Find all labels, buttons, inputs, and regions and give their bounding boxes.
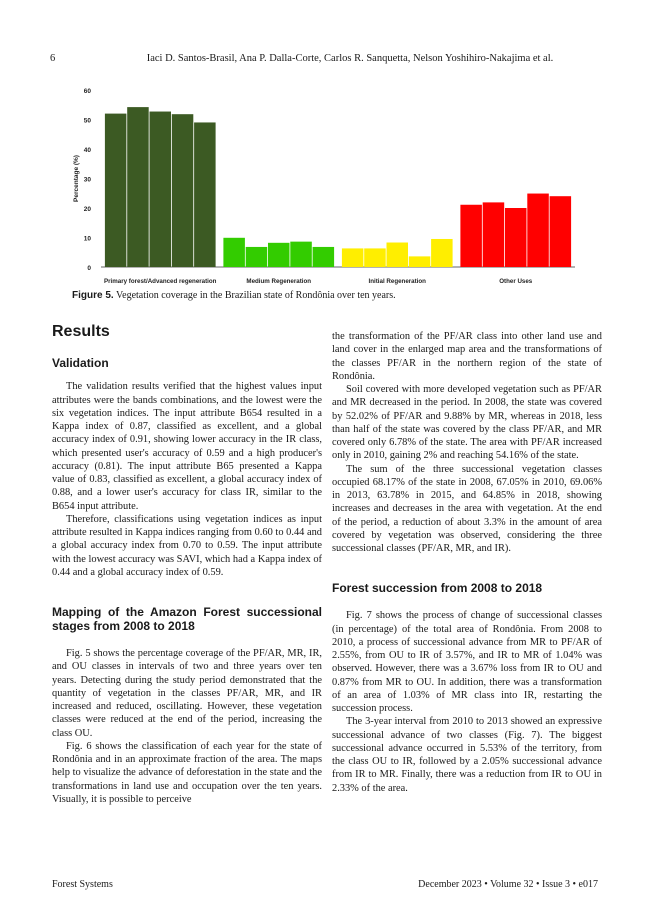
category-label: Initial Regeneration [368, 278, 426, 285]
mapping-paragraph-1: Fig. 5 shows the percentage coverage of the PF/AR, MR, IR, and OU classes in intervals of two and three years over ten years. Detecting during the study period demonstrated that the quantity of vegetation in the classes PF/AR, MR, and IR increased and reduced, oscillating. However, these vegetation classes were reduced at the end of the period, increasing the class OU. [52, 648, 322, 739]
bar [105, 114, 127, 267]
mapping-paragraph-2: Fig. 6 shows the classification of each year for the state of Rondônia and in an approximate fraction of the area. The maps help to visualize the advance of deforestation in the state and the transformations in land use and occupation over the ten years. Visually, it is possible to perceive [52, 740, 322, 805]
bar [127, 107, 149, 267]
right-paragraph-1: the transformation of the PF/AR class into other land use and land cover in the enlarged map area and the transformations of the classes PF/AR in the northern region of the state of Rondônia. [332, 331, 602, 382]
bar [194, 122, 216, 267]
figure-caption-text: Vegetation coverage in the Brazilian state of Rondônia over ten years. [116, 290, 396, 301]
validation-heading: Validation [52, 356, 109, 371]
running-head: Iaci D. Santos-Brasil, Ana P. Dalla-Corte, Carlos R. Sanquetta, Nelson Yoshihiro-Nakajima et al. [146, 53, 554, 64]
bar [527, 194, 549, 267]
bar [268, 243, 290, 267]
succession-paragraph-2: The 3-year interval from 2010 to 2013 showed an expressive successional advance of two classes (Fig. 7). The biggest successional advance occurred in 5.53% of the territory, from the class OU to IR, followed by a 2.05% successional advance from IR to MR. Finally, there was a reduction from IR to OU in 2.33% of the area. [332, 716, 602, 794]
bar [550, 196, 572, 267]
right-paragraph-3: The sum of the three successional vegetation classes occupied 68.17% of the state in 2008, 67.05% in 2010, 69.06% in 2013, 63.78% in 2015, and 64.85% in 2018, showing increases and decreases in the area with vegetation. At the end of the period, a reduction of about 3.3% in the amount of area covered by vegetation was observed, considering the three successional classes (PF/AR, MR, and IR). [332, 463, 602, 554]
category-label: Other Uses [499, 278, 533, 285]
category-label: Primary forest/Advanced regeneration [104, 278, 217, 285]
y-tick-label: 50 [83, 117, 91, 125]
succession-heading: Forest succession from 2008 to 2018 [332, 581, 543, 596]
y-tick-label: 0 [87, 265, 91, 272]
bar [290, 242, 312, 267]
footer-issue: December 2023 • Volume 32 • Issue 3 • e017 [418, 879, 598, 890]
figure-label: Figure 5. [72, 290, 114, 301]
vegetation-bar-chart [65, 78, 585, 290]
bar [409, 256, 431, 267]
figure-caption [72, 290, 396, 301]
y-tick-label: 10 [83, 235, 91, 243]
bar [172, 114, 194, 267]
page-number: 6 [50, 53, 56, 64]
bar [483, 202, 505, 267]
y-tick-label: 20 [83, 206, 91, 213]
right-column [332, 330, 602, 795]
bar [505, 208, 527, 267]
y-tick-label: 60 [83, 88, 91, 95]
bar [387, 243, 409, 267]
validation-paragraph-2: Therefore, classifications using vegetation indices as input attribute resulted in Kappa indices ranging from 0.60 to 0.44 and a global accuracy index from 0.70 to 0.59. The input attribute with the lowest accuracy was SAVI, which had a Kappa index of 0.44 and a global accuracy index of 0.59. [52, 513, 322, 578]
bar [431, 239, 453, 267]
mapping-heading: Mapping of the Amazon Forest successional stages from 2008 to 2018 [52, 605, 322, 633]
bar [364, 248, 386, 267]
left-column [52, 325, 322, 806]
right-paragraph-2: Soil covered with more developed vegetation such as PF/AR and MR decreased in the period. In 2008, the state was covered by 52.02% of PF/AR and 9.88% by MR, whereas in 2018, less than half of the state was covered by the class PF/AR, and MR covered only 6.78% of the state. The area with PF/AR increased only in 2010, gaining 2% and reaching 54.16% of the state. [332, 384, 602, 462]
bar [342, 248, 364, 267]
y-axis-label: Percentage (%) [73, 155, 80, 202]
y-tick-label: 40 [83, 147, 91, 154]
results-heading: Results [52, 323, 110, 340]
y-tick-label: 30 [83, 176, 91, 184]
validation-paragraph-1: The validation results verified that the highest values input attributes were the bands combinations, and the lowest were the six vegetation indices. The input attribute B654 resulted in a Kappa index of 0.87, classified as excellent, and a global accuracy index of 0.91, showing lower accuracy in the IR class, which presented user's accuracy of 0.59 and a high producer's accuracy (0.81). The input attribute B65 presented a Kappa value of 0.83, classified as excellent, a global accuracy index of 0.88, and a lower user's accuracy for class IR, similar to the B654 input attribute. [52, 381, 322, 512]
bar [150, 112, 172, 267]
bar [246, 247, 268, 267]
bar [313, 247, 335, 267]
chart-bars [105, 107, 571, 267]
bar [223, 238, 245, 267]
succession-paragraph-1: Fig. 7 shows the process of change of successional classes (in percentage) of the total area of Rondônia. From 2008 to 2010, a process of successional advance from MR to PF/AR of 2.55%, from OU to IR of 3.57%, and IR to MR of 1.04% was observed. However, there was a 3.67% loss from IR to OU and 0.87% from MR to OU. In addition, there was a transformation of an area of 1.03% of MR class into IR, restarting the succession process. [332, 610, 602, 714]
bar [460, 205, 482, 267]
footer-journal: Forest Systems [52, 879, 113, 890]
category-label: Medium Regeneration [246, 278, 312, 285]
